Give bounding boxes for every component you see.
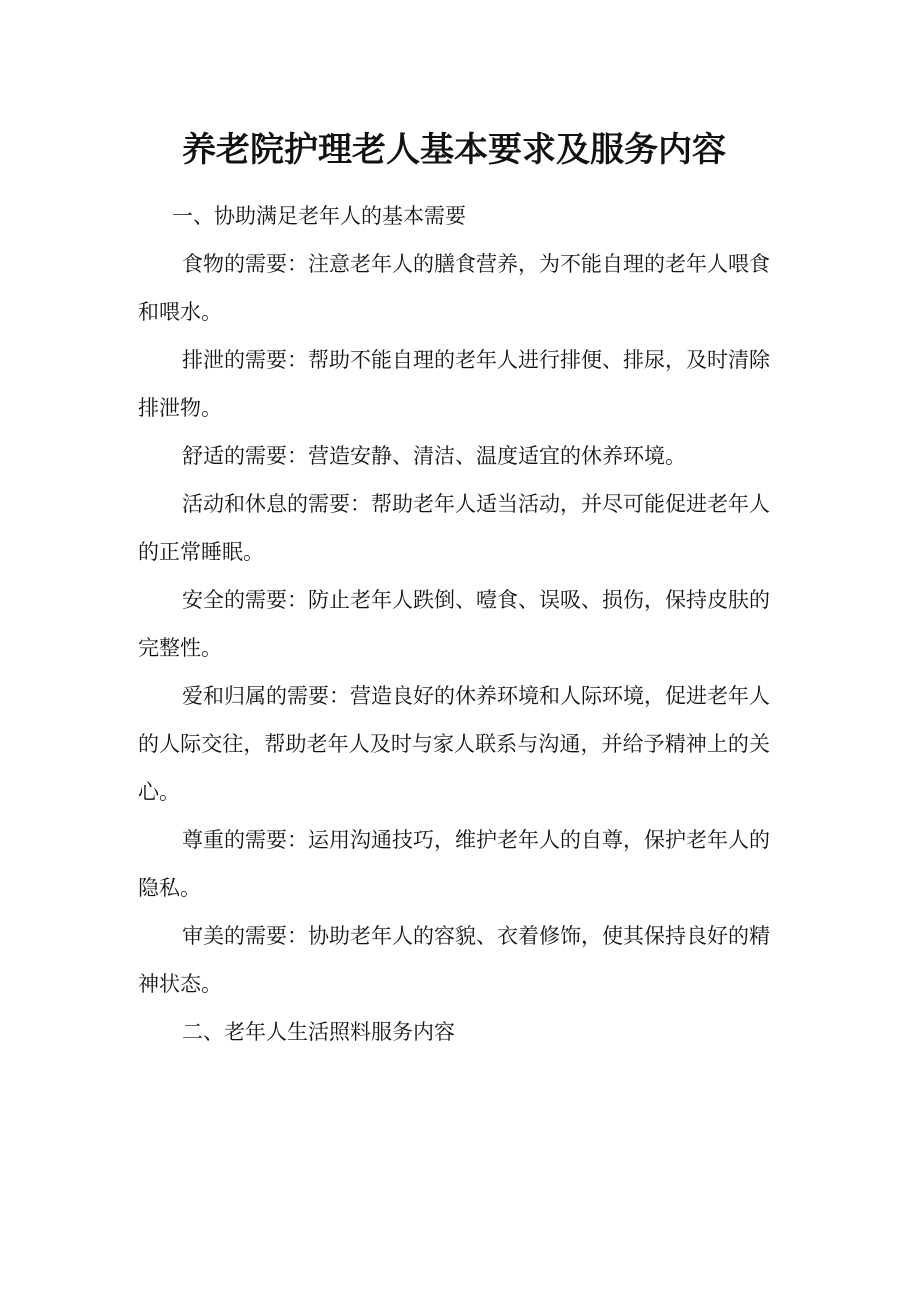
paragraph-love-belonging: 爱和归属的需要：营造良好的休养环境和人际环境，促进老年人的人际交往，帮助老年人及时与家人联系与沟通，并给予精神上的关心。 <box>138 684 770 804</box>
paragraph-respect: 尊重的需要：运用沟通技巧，维护老年人的自尊，保护老年人的隐私。 <box>138 828 770 900</box>
paragraph-safety: 安全的需要：防止老年人跌倒、噎食、误吸、损伤，保持皮肤的完整性。 <box>138 588 770 660</box>
document-title: 养老院护理老人基本要求及服务内容 <box>182 130 726 170</box>
paragraph-food: 食物的需要：注意老年人的膳食营养，为不能自理的老年人喂食和喂水。 <box>138 252 770 324</box>
paragraph-activity-rest: 活动和休息的需要：帮助老年人适当活动，并尽可能促进老年人的正常睡眠。 <box>138 492 770 564</box>
paragraph-excretion: 排泄的需要：帮助不能自理的老年人进行排便、排尿，及时清除排泄物。 <box>138 348 770 420</box>
section-heading-1: 一、协助满足老年人的基本需要 <box>172 204 466 228</box>
section-heading-2: 二、老年人生活照料服务内容 <box>182 1020 455 1044</box>
paragraph-comfort: 舒适的需要：营造安静、清洁、温度适宜的休养环境。 <box>182 444 686 468</box>
paragraph-aesthetic: 审美的需要：协助老年人的容貌、衣着修饰，使其保持良好的精神状态。 <box>138 924 770 996</box>
